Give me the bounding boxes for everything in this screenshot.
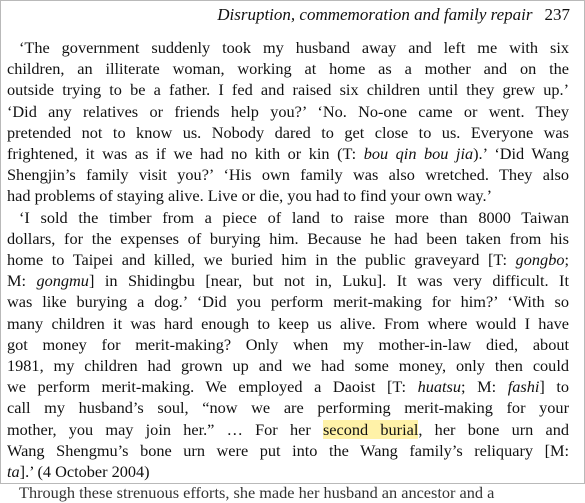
text-line xyxy=(7,397,569,418)
text-line xyxy=(7,482,569,503)
text-run: ] to xyxy=(539,377,570,397)
highlighted-phrase: second burial xyxy=(322,419,419,439)
text-run: ‘The government suddenly took my husband away and left me with six xyxy=(19,38,569,57)
text-line xyxy=(7,419,569,440)
text-run: had problems of staying alive. Live or die, you had to find your own way.’ xyxy=(7,186,493,206)
text-run: frightened, it was as if we had no kith or kin (T: xyxy=(7,144,364,164)
italic-term: fashi xyxy=(507,377,540,397)
text-run: ; xyxy=(564,250,569,270)
text-line xyxy=(7,207,569,228)
text-line xyxy=(7,291,569,312)
text-run: pretended not to know us. Nobody dared to get close to us. Everyone was xyxy=(7,122,569,142)
text-run: mother, you may join her.” … For her xyxy=(7,419,323,439)
text-line xyxy=(7,143,569,164)
text-run: ].’ (4 October 2004) xyxy=(19,462,150,482)
italic-term: huatsu xyxy=(417,377,462,397)
text-line xyxy=(7,58,569,79)
text-run: children, an illiterate woman, working at home as a mother and on the xyxy=(7,59,569,79)
text-run: Through these strenuous efforts, she made her husband an ancestor and a xyxy=(19,483,495,503)
text-line xyxy=(7,461,569,482)
text-line xyxy=(7,79,569,100)
italic-term: ta xyxy=(7,462,20,482)
body-text xyxy=(7,37,569,503)
text-line xyxy=(7,313,569,334)
italic-term: gongmu xyxy=(36,271,89,291)
text-run: Wang Shengmu’s bone urn were put into the Wang family’s reliquary [M: xyxy=(7,440,569,460)
text-run: we perform merit-making. We employed a Daoist [T: xyxy=(7,377,418,397)
text-line xyxy=(7,440,569,461)
text-run: dollars, for the expenses of burying him. Because he had been taken from his xyxy=(7,228,569,248)
text-run: many children it was hard enough to keep us alive. From where would I have xyxy=(7,313,569,333)
text-line xyxy=(7,37,569,58)
text-run: M: xyxy=(7,271,37,291)
text-line xyxy=(7,228,569,249)
text-line xyxy=(7,122,569,143)
italic-term: gongbo xyxy=(515,250,565,270)
text-run: ; M: xyxy=(461,377,508,397)
text-run: , her bone urn and xyxy=(418,419,569,439)
italic-term: bou qin bou jia xyxy=(363,144,474,164)
running-header xyxy=(217,5,570,25)
chapter-title: Disruption, commemoration and family repair xyxy=(217,5,533,24)
text-run: got money for merit-making? Only when my mother-in-law died, about xyxy=(7,334,569,354)
text-run: ‘Did any relatives or friends help you?’ ‘No. No-one came or went. They xyxy=(7,101,569,121)
text-run: Shengjin’s family visit you?’ ‘His own family was also wretched. They also xyxy=(7,165,569,185)
text-line xyxy=(7,101,569,122)
text-line xyxy=(7,334,569,355)
text-line xyxy=(7,249,569,270)
text-run: ] in Shidingbu [near, but not in, Luku]. It was very difficult. It xyxy=(88,271,569,291)
text-line xyxy=(7,185,569,206)
text-run: ‘I sold the timber from a piece of land to raise more than 8000 Taiwan xyxy=(19,207,569,227)
text-run: outside trying to be a father. I fed and raised six children until they grew up.’ xyxy=(7,80,569,100)
text-line xyxy=(7,355,569,376)
text-line xyxy=(7,376,569,397)
text-line xyxy=(7,270,569,291)
text-run: was like burying a dog.’ ‘Did you perform merit-making for him?’ ‘With so xyxy=(7,292,569,312)
text-run: home to Taipei and killed, we buried him in the public graveyard [T: xyxy=(7,250,516,270)
text-line xyxy=(7,164,569,185)
text-run: ).’ ‘Did Wang xyxy=(473,144,569,164)
page-number: 237 xyxy=(544,5,570,24)
text-run: 1981, my children had grown up and we had some money, only then could xyxy=(7,356,569,376)
text-run: call my husband’s soul, “now we are performing merit-making for your xyxy=(7,398,569,418)
